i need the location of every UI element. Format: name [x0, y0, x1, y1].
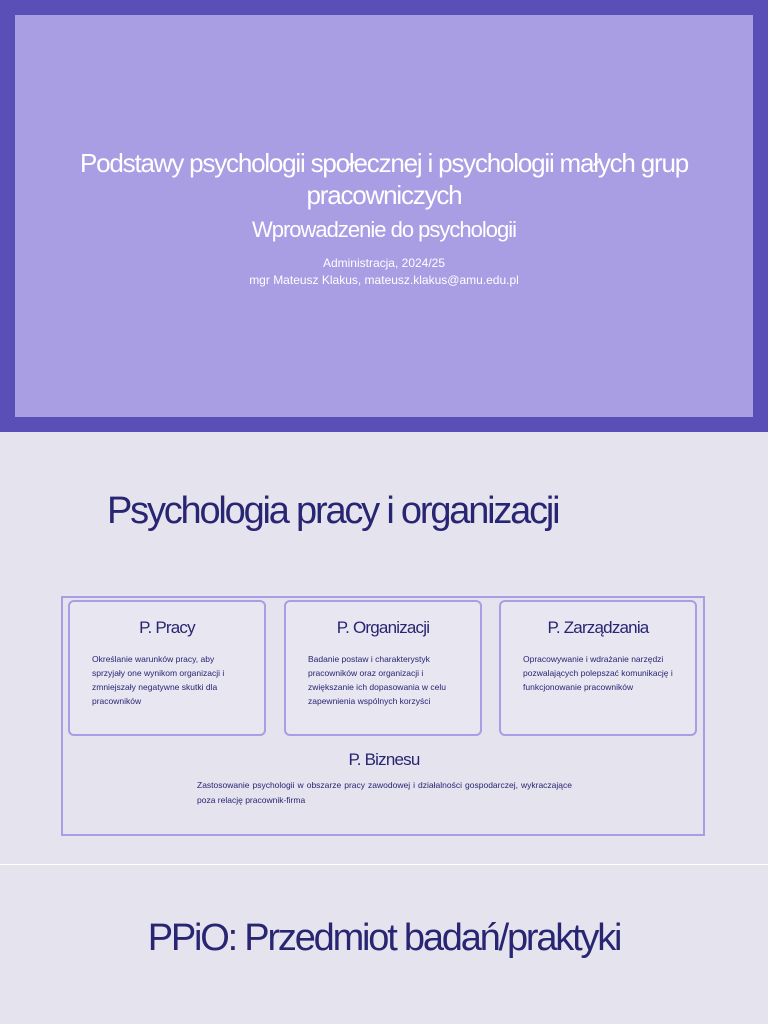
- business-title: P. Biznesu: [348, 750, 420, 769]
- course-meta: [15, 255, 753, 289]
- box-p-pracy: [68, 600, 266, 736]
- lecture-subtitle: Wprowadzenie do psychologii: [251, 217, 517, 242]
- box-p-organizacji: [284, 600, 482, 736]
- course-meta-line2: mgr Mateusz Klakus, mateusz.klakus@amu.edu.pl: [249, 273, 519, 287]
- next-slide: [0, 865, 768, 1024]
- content-slide: [0, 432, 768, 865]
- business-text: Zastosowanie psychologii w obszarze pracy zawodowej i działalności gospodarczej, wykraczające poza relację pracownik-firma: [197, 780, 572, 805]
- box-title: P. Pracy: [139, 618, 195, 637]
- box-title: P. Organizacji: [336, 618, 430, 637]
- box-text: Badanie postaw i charakterystyk pracowników oraz organizacji i zwiększanie ich dopasowania w celu zapewnienia wspólnych korzyści: [308, 654, 446, 706]
- slide-title: Psychologia pracy i organizacji: [107, 490, 559, 532]
- box-p-zarzadzania: [499, 600, 697, 736]
- box-text: Opracowywanie i wdrażanie narzędzi pozwalających polepszać komunikację i funkcjonowanie pracowników: [523, 654, 673, 692]
- course-meta-line1: Administracja, 2024/25: [322, 256, 446, 270]
- course-title: Podstawy psychologii społecznej i psychologii małych grup pracowniczych: [80, 148, 688, 210]
- box-title: P. Zarządzania: [547, 618, 649, 637]
- title-slide-panel: [15, 15, 753, 417]
- slide-title: PPiO: Przedmiot badań/praktyki: [147, 917, 621, 959]
- box-text: Określanie warunków pracy, aby sprzyjały one wynikom organizacji i zmniejszały negatywne skutki dla pracowników: [92, 654, 225, 706]
- title-slide: [0, 0, 768, 432]
